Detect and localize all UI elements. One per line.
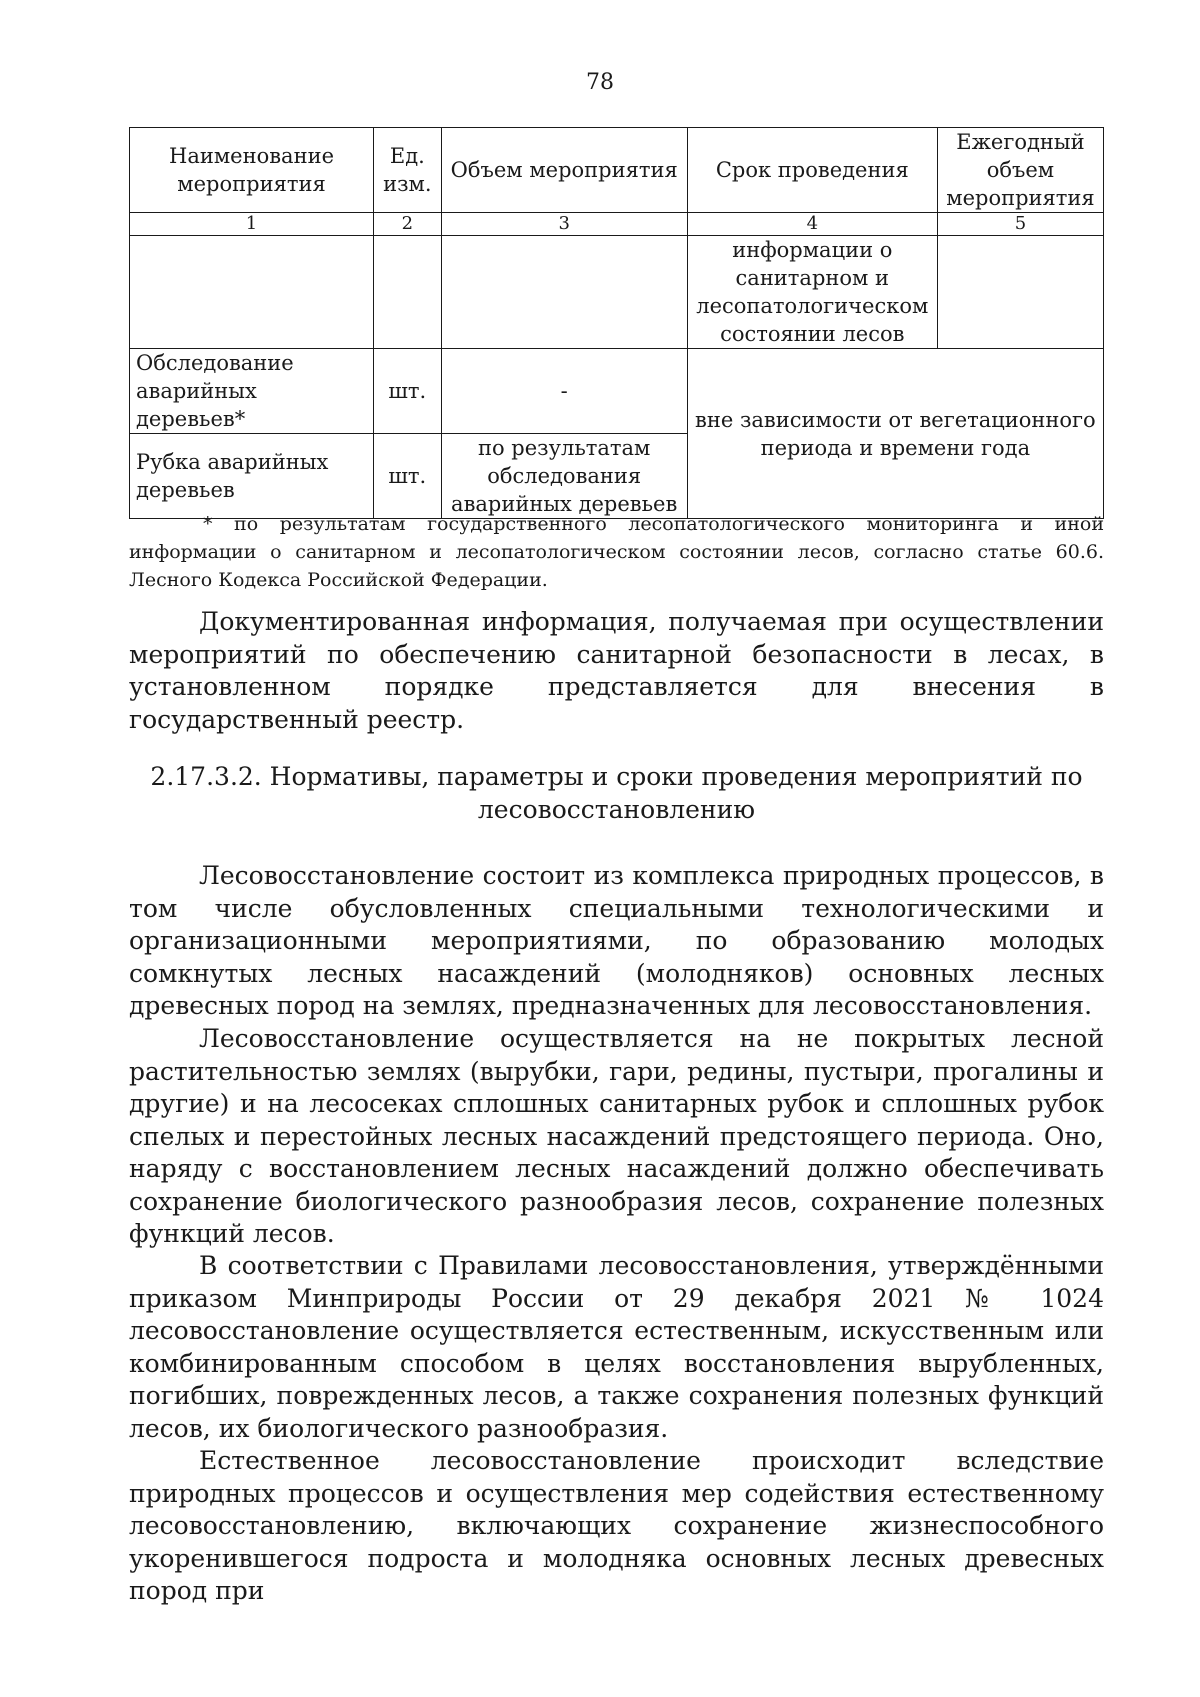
paragraph-sanitary-info: Документированная информация, получаемая при осуществлении мероприятий по обеспечению санитарной безопасности в лесах, в установленном порядке представляется для внесения в государственный реестр.	[129, 607, 1104, 734]
row-unit-cell: шт.	[374, 349, 442, 434]
table-row-continuation	[130, 236, 1104, 349]
header-volume: Объем мероприятия	[441, 128, 687, 213]
page-number: 78	[586, 70, 614, 95]
header-term: Срок проведения	[687, 128, 937, 213]
column-number: 2	[374, 213, 442, 236]
section-heading-line: 2.17.3.2. Нормативы, параметры и сроки проведения мероприятий по	[150, 762, 1083, 791]
row-volume-cell: -	[441, 349, 687, 434]
continuation-term-cell: информации о санитарном и лесопатологическом состоянии лесов	[687, 236, 937, 349]
table-footnote	[129, 510, 1104, 594]
footnote-text: * по результатам государственного лесопатологического мониторинга и иной информации о санитарном и лесопатологическом состоянии лесов, согласно статье 60.6. Лесного Кодекса Российской Федерации.	[129, 513, 1104, 591]
header-annual-volume: Ежегодный объем мероприятия	[937, 128, 1103, 213]
column-number: 3	[441, 213, 687, 236]
row-name-cell: Обследование аварийных деревьев*	[130, 349, 374, 434]
section-heading	[129, 760, 1104, 826]
table-cell-empty	[130, 236, 374, 349]
merged-term-cell: вне зависимости от вегетационного периода и времени года	[687, 349, 1103, 519]
column-number: 4	[687, 213, 937, 236]
paragraph-reforestation-definition: Лесовосстановление состоит из комплекса природных процессов, в том числе обусловленных специальными технологическими и организационными мероприятиями, по образованию молодых сомкнутых лесных насаждений (молодняков) основных лесных древесных пород на землях, предназначенных для лесовосстановления.	[129, 861, 1104, 1020]
column-number-row	[130, 213, 1104, 236]
column-number: 1	[130, 213, 374, 236]
header-unit: Ед. изм.	[374, 128, 442, 213]
paragraph-reforestation-lands: Лесовосстановление осуществляется на не покрытых лесной растительностью землях (вырубки, гари, редины, пустыри, прогалины и другие) и на лесосеках сплошных санитарных рубок и сплошных рубок спелых и перестойных лесных насаждений предстоящего периода. Оно, наряду с восстановлением лесных насаждений должно обеспечивать сохранение биологического разнообразия лесов, сохранение полезных функций лесов.	[129, 1024, 1104, 1248]
row-name-cell: Рубка аварийных деревьев	[130, 434, 374, 519]
measures-table	[129, 127, 1104, 519]
table-cell-empty	[937, 236, 1103, 349]
row-volume-cell: по результатам обследования аварийных деревьев	[441, 434, 687, 519]
paragraph-natural-reforestation: Естественное лесовосстановление происходит вследствие природных процессов и осуществления мер содействия естественному лесовосстановлению, включающих сохранение жизнеспособного укоренившегося подроста и молодняка основных лесных древесных пород при	[129, 1446, 1104, 1605]
table-cell-empty	[441, 236, 687, 349]
column-number: 5	[937, 213, 1103, 236]
section-heading-line: лесовосстановлению	[477, 795, 756, 824]
header-name: Наименование мероприятия	[130, 128, 374, 213]
row-unit-cell: шт.	[374, 434, 442, 519]
table-cell-empty	[374, 236, 442, 349]
table-header-row	[130, 128, 1104, 213]
paragraph-reforestation-rules: В соответствии с Правилами лесовосстановления, утверждёнными приказом Минприроды России от 29 декабря 2021 № 1024 лесовосстановление осуществляется естественным, искусственным или комбинированным способом в целях восстановления вырубленных, погибших, поврежденных лесов, а также сохранения полезных функций лесов, их биологического разнообразия.	[129, 1251, 1104, 1443]
table-row	[130, 349, 1104, 434]
